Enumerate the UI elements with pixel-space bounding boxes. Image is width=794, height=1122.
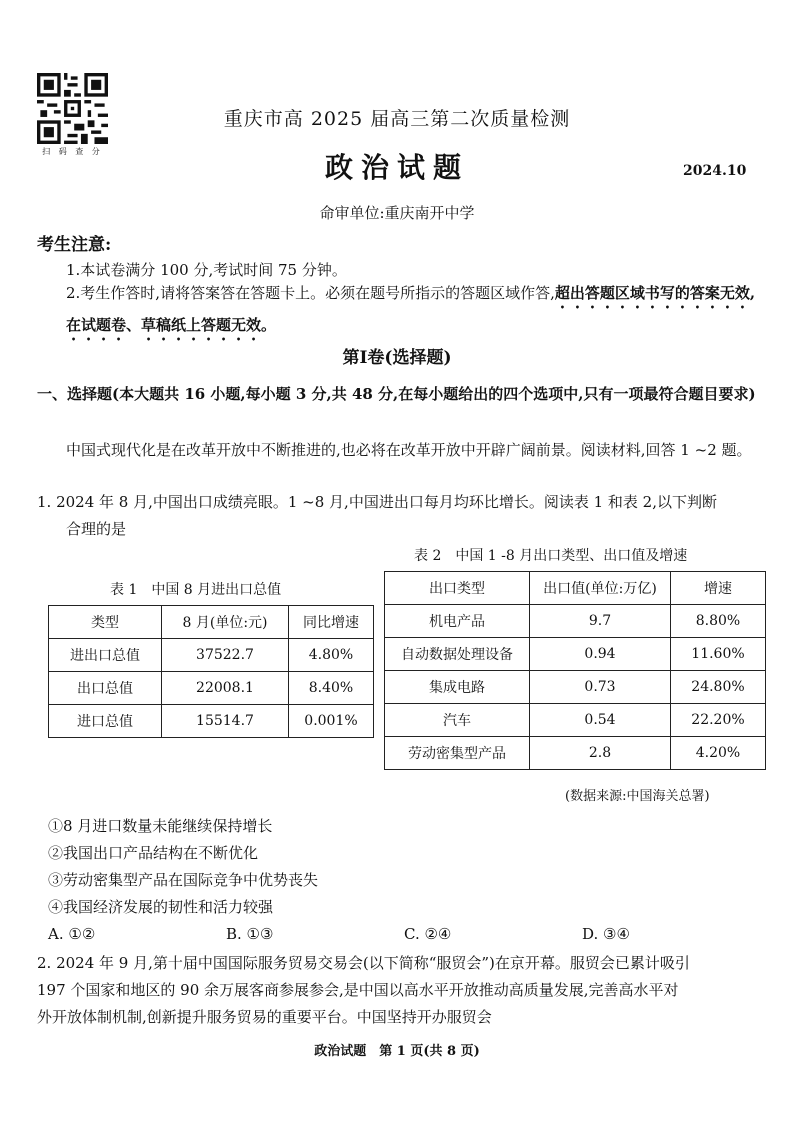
table-row <box>385 737 766 770</box>
table-cell: 8.80% <box>671 605 766 638</box>
table-header-cell: 增速 <box>671 572 766 605</box>
answer-choice-b: B. ①③ <box>226 925 274 943</box>
question-2 <box>37 950 767 1031</box>
statement-option-2: ②我国出口产品结构在不断优化 <box>48 844 259 862</box>
answer-choice-c: C. ②④ <box>404 925 452 943</box>
table-row <box>49 705 374 738</box>
table-row <box>385 671 766 704</box>
table-cell: 集成电路 <box>385 671 530 704</box>
table-cell: 劳动密集型产品 <box>385 737 530 770</box>
table-header-cell: 出口值(单位:万亿) <box>530 572 671 605</box>
exam-date: 2024.10 <box>683 163 747 179</box>
table-2 <box>384 571 766 770</box>
exam-title: 重庆市高 2025 届高三第二次质量检测 <box>223 108 571 130</box>
table-cell: 0.94 <box>530 638 671 671</box>
notice-item-1: 1.本试卷满分 100 分,考试时间 75 分钟。 <box>66 261 347 279</box>
question-1-line-2: 合理的是 <box>66 520 127 538</box>
question-2-line-3: 外开放体制机制,创新提升服务贸易的重要平台。中国坚持开办服贸会 <box>37 1008 492 1026</box>
table-cell: 自动数据处理设备 <box>385 638 530 671</box>
answer-choices <box>48 925 768 943</box>
table-cell: 0.73 <box>530 671 671 704</box>
question-1 <box>37 489 767 543</box>
table-row <box>49 672 374 705</box>
statement-option-3: ③劳动密集型产品在国际竞争中优势丧失 <box>48 871 319 889</box>
table-cell: 4.20% <box>671 737 766 770</box>
table-cell: 8.40% <box>289 672 374 705</box>
data-source: (数据来源:中国海关总署) <box>565 789 710 804</box>
table-header-row <box>49 606 374 639</box>
table-cell: 9.7 <box>530 605 671 638</box>
table-cell: 0.54 <box>530 704 671 737</box>
notice-item-2-emphasis: 超出答题区域书写的答案无效,在试题卷、草稿纸上答题无效。 <box>66 284 756 334</box>
table-header-cell: 类型 <box>49 606 162 639</box>
table-cell: 11.60% <box>671 638 766 671</box>
section-intro: 中国式现代化是在改革开放中不断推进的,也必将在改革开放中开辟广阔前景。阅读材料,回答 1 ~2 题。 <box>66 441 752 459</box>
table-cell: 汽车 <box>385 704 530 737</box>
page-footer: 政治试题 第 1 页(共 8 页) <box>314 1044 480 1059</box>
table-cell: 2.8 <box>530 737 671 770</box>
subject-title: 政治试题 <box>324 151 469 184</box>
setter-line: 命审单位:重庆南开中学 <box>319 204 475 222</box>
question-2-line-2: 197 个国家和地区的 90 余万展客商参展参会,是中国以高水平开放推动高质量发展,完善高水平对 <box>37 981 679 999</box>
table-cell: 0.001% <box>289 705 374 738</box>
qr-label: 扫 码 查 分 <box>42 147 103 156</box>
table-cell: 22.20% <box>671 704 766 737</box>
table-cell: 进口总值 <box>49 705 162 738</box>
table-cell: 进出口总值 <box>49 639 162 672</box>
question-1-line-1: 1. 2024 年 8 月,中国出口成绩亮眼。1 ~8 月,中国进出口每月均环比增长。阅读表 1 和表 2,以下判断 <box>37 493 717 511</box>
table-header-cell: 出口类型 <box>385 572 530 605</box>
table-cell: 22008.1 <box>162 672 289 705</box>
answer-choice-d: D. ③④ <box>582 925 630 943</box>
notice-heading: 考生注意: <box>37 235 112 255</box>
table-header-cell: 8 月(单位:元) <box>162 606 289 639</box>
answer-choice-a: A. ①② <box>48 925 96 943</box>
table-1 <box>48 605 374 738</box>
table-row <box>385 638 766 671</box>
table-cell: 出口总值 <box>49 672 162 705</box>
table-1-caption: 表 1 中国 8 月进出口总值 <box>110 582 282 598</box>
volume-title: 第Ⅰ卷(选择题) <box>342 348 452 368</box>
question-2-line-1: 2. 2024 年 9 月,第十届中国国际服务贸易交易会(以下简称“服贸会”)在京开幕。服贸会已累计吸引 <box>37 954 690 972</box>
table-row <box>49 639 374 672</box>
table-cell: 37522.7 <box>162 639 289 672</box>
statement-option-1: ①8 月进口数量未能继续保持增长 <box>48 817 273 835</box>
table-header-row <box>385 572 766 605</box>
table-header-cell: 同比增速 <box>289 606 374 639</box>
section-heading: 一、选择题(本大题共 16 小题,每小题 3 分,共 48 分,在每小题给出的四个选项中,只有一项最符合题目要求) <box>37 385 756 403</box>
table-cell: 24.80% <box>671 671 766 704</box>
table-cell: 机电产品 <box>385 605 530 638</box>
notice-item-2-text: 2.考生作答时,请将答案答在答题卡上。必须在题号所指示的答题区域作答, <box>66 284 555 302</box>
table-row <box>385 704 766 737</box>
table-cell: 4.80% <box>289 639 374 672</box>
statement-option-4: ④我国经济发展的韧性和活力较强 <box>48 898 274 916</box>
table-cell: 15514.7 <box>162 705 289 738</box>
table-row <box>385 605 766 638</box>
notice-item-2 <box>66 280 766 344</box>
table-2-caption: 表 2 中国 1 -8 月出口类型、出口值及增速 <box>414 548 688 564</box>
